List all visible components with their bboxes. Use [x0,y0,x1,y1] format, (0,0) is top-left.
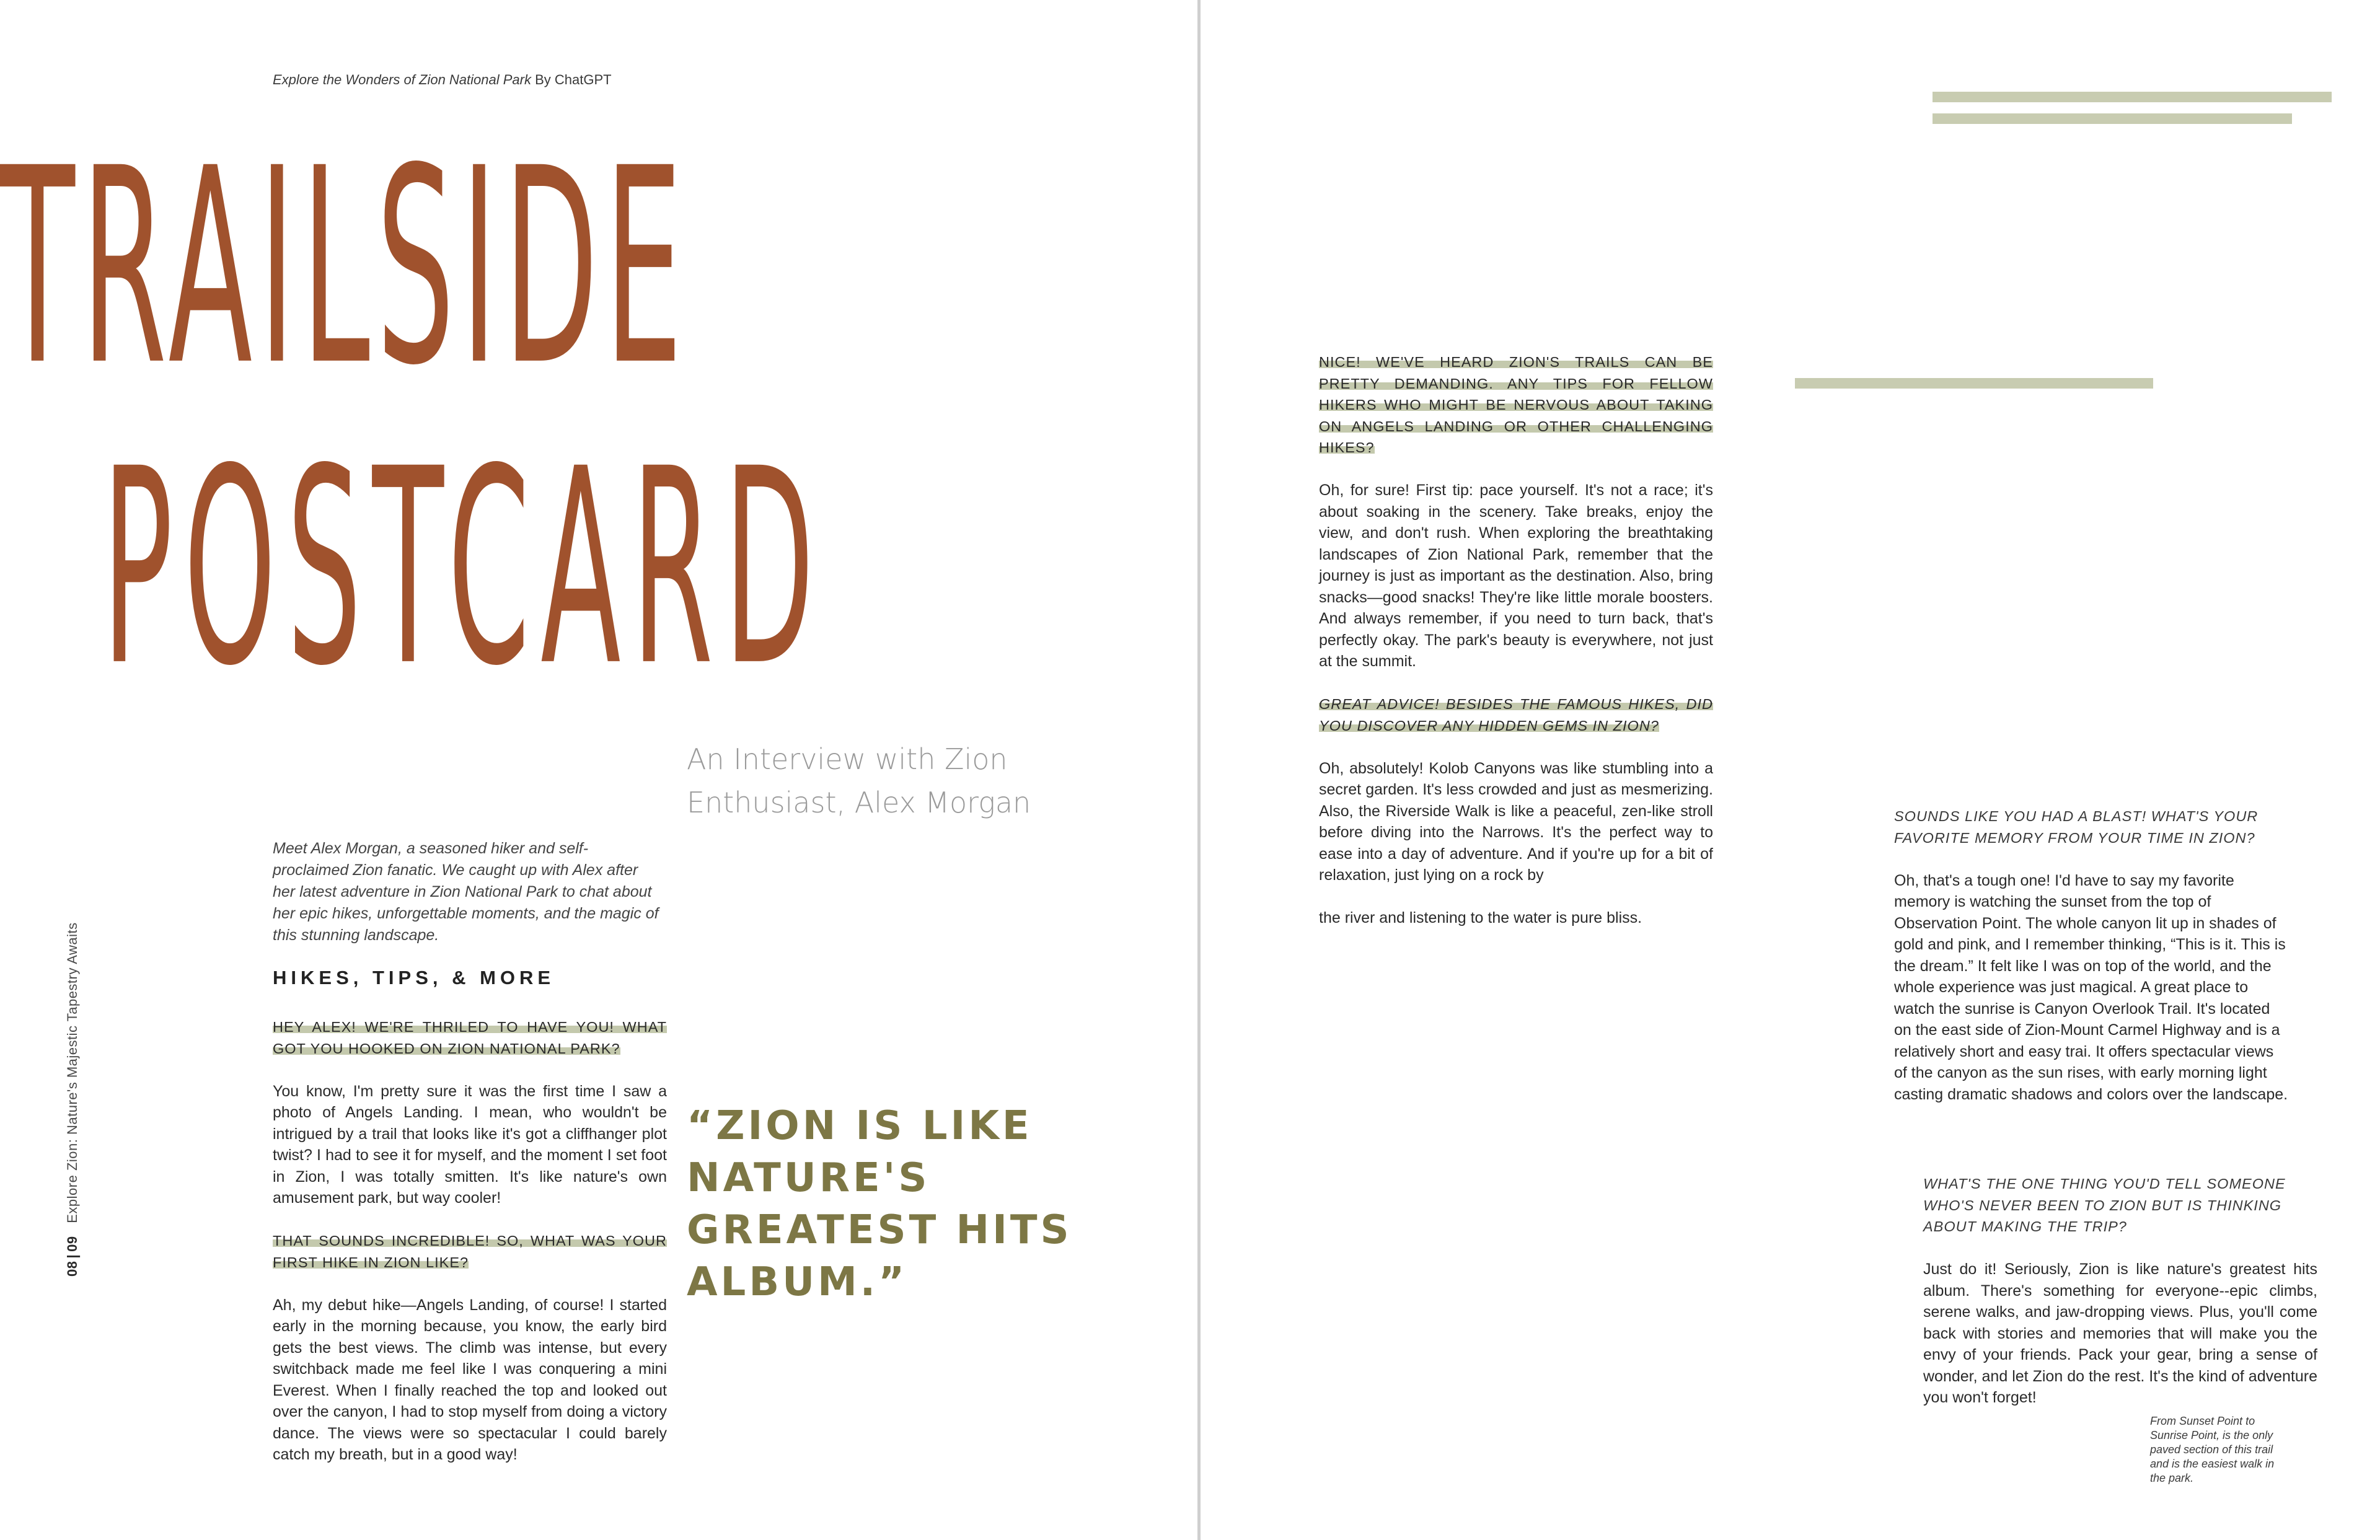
pull-quote: “ZION IS LIKE NATURE'S GREATEST HITS ALBUM.” [687,1103,1072,1305]
answer-4a: Oh, absolutely! Kolob Canyons was like stumbling into a secret garden. It's less crowded and just as mesmerizing. Also, the Riverside Walk is like a peaceful, zen-like stroll before diving into the Narrows. It's the perfect way to ease into a day of adventure. And if you're up for a bit of relaxation, just lying on a rock by [1319,759,1713,884]
intro-paragraph: Meet Alex Morgan, a seasoned hiker and self-proclaimed Zion fanatic. We caught up with Alex after her latest adventure in Zion National Park to chat about her epic hikes, unforgettable moments, and the magic of this stunning landscape. [273,840,659,944]
running-head-title: Explore the Wonders of Zion National Park [273,72,531,87]
question-6: WHAT'S THE ONE THING YOU'D TELL SOMEONE WHO'S NEVER BEEN TO ZION BUT IS THINKING ABOUT MAKING THE TRIP? [1923,1176,2286,1234]
column-middle [1319,351,1713,929]
running-head [273,72,612,88]
section-heading: HIKES, TIPS, & MORE [273,967,555,988]
question-1-text: HEY ALEX! WE'RE THRILED TO HAVE YOU! WHAT GOT YOU HOOKED ON ZION NATIONAL PARK? [273,1019,667,1057]
section-credit-text: Explore Zion: Nature's Majestic Tapestry Awaits [64,922,80,1223]
subtitle: An Interview with Zion Enthusiast, Alex Morgan [687,742,1031,819]
answer-2: Ah, my debut hike—Angels Landing, of course! I started early in the morning because, you know, the early bird gets the best views. The climb was intense, but every switchback made me feel like I was conquering a mini Everest. When I finally reached the top and looked out over the canyon, I had to stop myself from doing a victory dance. The views were so spectacular I could barely catch my breath, but in a good way! [273,1296,667,1463]
question-4-text: GREAT ADVICE! BESIDES THE FAMOUS HIKES, DID YOU DISCOVER ANY HIDDEN GEMS IN ZION? [1319,696,1713,734]
page-number-left: 08 [64,1261,80,1277]
column-left [273,1016,667,1466]
decor-bar-second [1933,113,2292,124]
question-2-text: THAT SOUNDS INCREDIBLE! SO, WHAT WAS YOUR FIRST HIKE IN ZION LIKE? [273,1233,667,1270]
page-number-right: 09 [64,1236,80,1252]
question-4 [1319,693,1713,736]
answer-6: Just do it! Seriously, Zion is like nature's greatest hits album. There's something for everyone--epic climbs, serene walks, and jaw-dropping views. Plus, you'll come back with stories and memories that will make you the envy of your friends. Pack your gear, bring a sense of wonder, and let Zion do the rest. It's the kind of adventure you won't forget! [1923,1261,2317,1406]
question-3 [1319,351,1713,459]
running-head-byline: By ChatGPT [535,72,612,87]
answer-5: Oh, that's a tough one! I'd have to say my favorite memory is watching the sunset from the top of Observation Point. The whole canyon lit up in shades of gold and pink, and I remember thinking, “This is it. This is the dream.” It felt like I was on top of the world, and the whole experience was just magical. A great place to watch the sunrise is Canyon Overlook Trail. It's located on the east side of Zion-Mount Carmel Highway and is a relatively short and easy trai. It offers spectacular views of the canyon as the sun rises, with early morning light casting dramatic shadows and colors over the landscape. [1894,871,2288,1103]
page-spine [1197,0,1201,1540]
column-right-lower [1923,1173,2317,1409]
side-credit [64,922,81,1277]
question-3-text: NICE! WE'VE HEARD ZION'S TRAILS CAN BE PRETTY DEMANDING. ANY TIPS FOR FELLOW HIKERS WHO MIGHT BE NERVOUS ABOUT TAKING ON ANGELS LANDING OR OTHER CHALLENGING HIKES? [1319,354,1713,455]
question-5: SOUNDS LIKE YOU HAD A BLAST! WHAT'S YOUR FAVORITE MEMORY FROM YOUR TIME IN ZION? [1894,808,2259,846]
column-right-upper [1894,806,2288,1105]
decor-bar-top [1933,92,2332,102]
answer-3: Oh, for sure! First tip: pace yourself. It's not a race; it's about soaking in the scenery. Take breaks, enjoy the view, and don't rush. When exploring the breathtaking landscapes of Zion National Park, remember that the journey is just as important as the destination. Also, bring snacks—good snacks! They're like little morale boosters. And always remember, if you need to turn back, that's perfectly okay. The park's beauty is everywhere, not just at the summit. [1319,482,1713,670]
title-line-1: TRAILSIDE [0,110,689,425]
answer-4b: the river and listening to the water is pure bliss. [1319,909,1642,926]
page-number-separator: | [64,1254,80,1259]
page-numbers [64,1236,80,1277]
question-2 [273,1230,667,1273]
question-1 [273,1016,667,1059]
answer-1: You know, I'm pretty sure it was the first time I saw a photo of Angels Landing. I mean, who wouldn't be intrigued by a trail that looks like it's got a cliffhanger plot twist? I had to see it for myself, and the moment I set foot in Zion, I was totally smitten. It's like nature's own amusement park, but way cooler! [273,1082,667,1207]
decor-bar-middle [1795,378,2153,389]
title-line-2: POSTCARD [102,411,826,725]
photo-caption: From Sunset Point to Sunrise Point, is the only paved section of this trail and is the easiest walk in the park. [2150,1415,2275,1484]
